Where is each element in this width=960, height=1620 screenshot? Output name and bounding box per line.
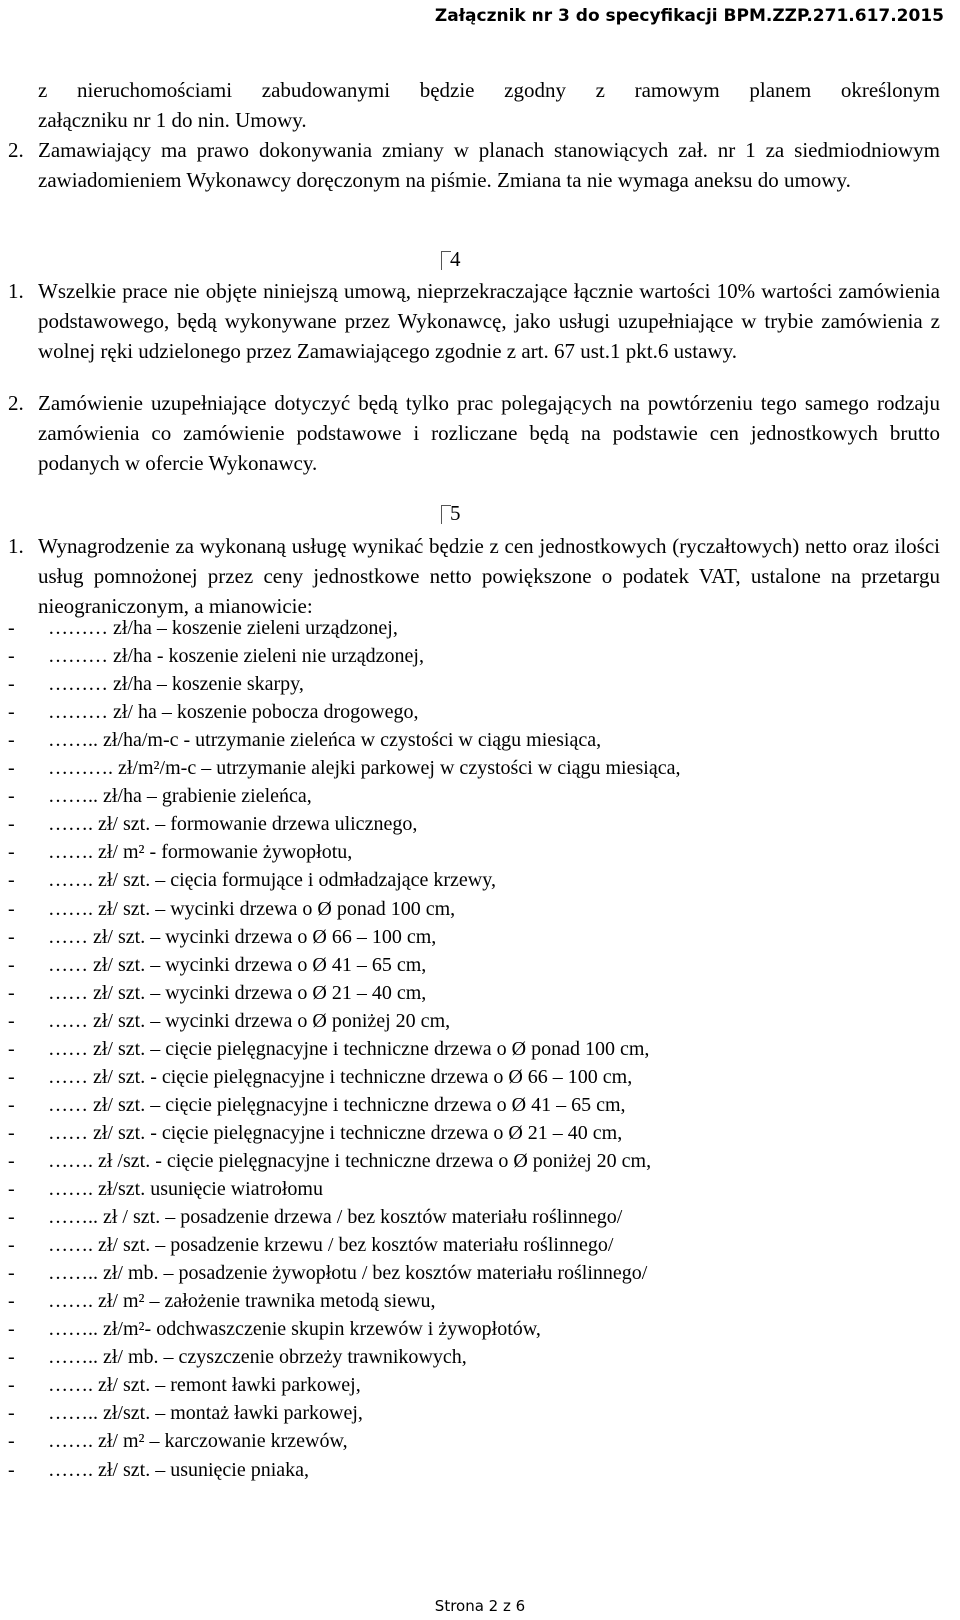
list-item-text: ………. zł/m²/m-c – utrzymanie alejki parkowej w czystości w ciągu miesiąca, — [48, 757, 681, 780]
list-bullet: - — [8, 1346, 15, 1369]
list-bullet: - — [8, 757, 15, 780]
intro-line-2: załączniku nr 1 do nin. Umowy. — [38, 108, 307, 132]
paragraph-number: 1. — [8, 534, 24, 558]
list-bullet: - — [8, 645, 15, 668]
paragraph-number: 1. — [8, 279, 24, 303]
list-item-text: …….. zł/ mb. – posadzenie żywopłotu / bez kosztów materiału roślinnego/ — [48, 1262, 648, 1285]
list-item-text: ……. zł/ m² - formowanie żywopłotu, — [48, 841, 353, 864]
list-bullet: - — [8, 1374, 15, 1397]
list-item-text: ……… zł/ha – koszenie skarpy, — [48, 673, 304, 696]
list-bullet: - — [8, 729, 15, 752]
list-bullet: - — [8, 1458, 15, 1481]
paragraph-text: Wszelkie prace nie objęte niniejszą umową, nieprzekraczające łącznie wartości 10% wartości zamówienia podstawowego, będą wykonywane przez Wykonawcę, jako usługi uzupełniające w trybie zamówienia z wolnej ręki udzielonego przez Zamawiającego zgodnie z art. 67 ust.1 pkt.6 ustawy. — [38, 279, 940, 363]
list-bullet: - — [8, 981, 15, 1004]
list-bullet: - — [8, 1290, 15, 1313]
list-item-text: …….. zł/ha/m-c - utrzymanie zieleńca w czystości w ciągu miesiąca, — [48, 729, 602, 752]
list-bullet: - — [8, 1121, 15, 1144]
list-item-text: ……. zł/ szt. – usunięcie pniaka, — [48, 1458, 310, 1481]
list-bullet: - — [8, 813, 15, 836]
list-bullet: - — [8, 1402, 15, 1425]
list-item-text: …… zł/ szt. – wycinki drzewa o Ø 41 – 65 cm, — [48, 953, 427, 976]
list-bullet: - — [8, 1262, 15, 1285]
list-bullet: - — [8, 1037, 15, 1060]
list-bullet: - — [8, 953, 15, 976]
list-item-text: …… zł/ szt. – cięcie pielęgnacyjne i techniczne drzewa o Ø 41 – 65 cm, — [48, 1093, 626, 1116]
list-item-text: ……… zł/ha - koszenie zieleni nie urządzonej, — [48, 645, 424, 668]
list-item-text: ……. zł/szt. usunięcie wiatrołomu — [48, 1178, 323, 1200]
intro-line-1: z nieruchomościami zabudowanymi będzie zgodny z ramowym planem określonym — [38, 78, 940, 102]
list-bullet: - — [8, 673, 15, 696]
list-bullet: - — [8, 701, 15, 724]
list-bullet: - — [8, 1318, 15, 1341]
list-item-text: …….. zł/ mb. – czyszczenie obrzeży trawnikowych, — [48, 1346, 467, 1369]
list-item-text: ……. zł/ szt. – remont ławki parkowej, — [48, 1374, 361, 1397]
list-item-text: ……. zł/ szt. – formowanie drzewa ulicznego, — [48, 813, 418, 836]
paragraph-text: Zamówienie uzupełniające dotyczyć będą tylko prac polegających na powtórzeniu tego samego rodzaju zamówienia co zamówienie podstawowe i rozliczane będą na podstawie cen jednostkowych brutto podanych w ofercie Wykonawcy. — [38, 391, 940, 475]
document-header: Załącznik nr 3 do specyfikacji BPM.ZZP.271.617.2015 — [434, 6, 944, 26]
intro-paragraph — [38, 75, 940, 135]
list-item-text: …….. zł/ha – grabienie zieleńca, — [48, 785, 312, 808]
list-bullet: - — [8, 1206, 15, 1229]
list-item-text: ……. zł/ szt. – posadzenie krzewu / bez kosztów materiału roślinnego/ — [48, 1234, 614, 1257]
list-item-text: ……. zł/ szt. – wycinki drzewa o Ø ponad 100 cm, — [48, 897, 456, 920]
list-bullet: - — [8, 1178, 15, 1200]
list-bullet: - — [8, 841, 15, 864]
section-heading-5: 5 — [450, 501, 461, 526]
list-bullet: - — [8, 897, 15, 920]
list-bullet: - — [8, 785, 15, 808]
list-item-text: …….. zł / szt. – posadzenie drzewa / bez kosztów materiału roślinnego/ — [48, 1206, 623, 1229]
list-item-text: …… zł/ szt. – wycinki drzewa o Ø 21 – 40 cm, — [48, 981, 427, 1004]
section-heading-4: 4 — [450, 247, 461, 272]
list-item-text: …… zł/ szt. - cięcie pielęgnacyjne i techniczne drzewa o Ø 21 – 40 cm, — [48, 1121, 623, 1144]
list-bullet: - — [8, 1093, 15, 1116]
paragraph-text: Zamawiający ma prawo dokonywania zmiany w planach stanowiących zał. nr 1 za siedmiodniowym zawiadomieniem Wykonawcy doręczonym na piśmie. Zmiana ta nie wymaga aneksu do umowy. — [38, 138, 940, 192]
page-number: Strona 2 z 6 — [434, 1597, 526, 1615]
list-item-text: ……. zł/ szt. – cięcia formujące i odmładzające krzewy, — [48, 869, 496, 892]
paragraph-text: Wynagrodzenie za wykonaną usługę wynikać będzie z cen jednostkowych (ryczałtowych) netto oraz ilości usług pomnożonej przez ceny jednostkowe netto powiększone o podatek VAT, ustalone na przetargu nieograniczonym, a mianowicie: — [38, 534, 940, 618]
list-item-text: …… zł/ szt. – cięcie pielęgnacyjne i techniczne drzewa o Ø ponad 100 cm, — [48, 1037, 650, 1060]
paragraph-number: 2. — [8, 391, 24, 415]
paragraph-number: 2. — [8, 138, 24, 162]
list-bullet: - — [8, 617, 15, 639]
list-bullet: - — [8, 1065, 15, 1088]
section-sign-icon — [441, 505, 451, 524]
list-item-text: …… zł/ szt. – wycinki drzewa o Ø poniżej 20 cm, — [48, 1009, 451, 1032]
list-item-text: …….. zł/szt. – montaż ławki parkowej, — [48, 1402, 363, 1425]
list-item-text: ……… zł/ha – koszenie zieleni urządzonej, — [48, 617, 398, 639]
list-item-text: ……… zł/ ha – koszenie pobocza drogowego, — [48, 701, 419, 724]
list-bullet: - — [8, 1149, 15, 1172]
list-item-text: ……. zł/ m² – karczowanie krzewów, — [48, 1430, 348, 1453]
list-bullet: - — [8, 925, 15, 948]
list-bullet: - — [8, 1430, 15, 1453]
list-bullet: - — [8, 1234, 15, 1257]
list-item-text: ……. zł /szt. - cięcie pielęgnacyjne i techniczne drzewa o Ø poniżej 20 cm, — [48, 1149, 652, 1172]
list-item-text: …….. zł/m²- odchwaszczenie skupin krzewów i żywopłotów, — [48, 1318, 541, 1341]
list-bullet: - — [8, 869, 15, 892]
list-item-text: …… zł/ szt. – wycinki drzewa o Ø 66 – 100 cm, — [48, 925, 437, 948]
list-bullet: - — [8, 1009, 15, 1032]
list-item-text: …… zł/ szt. - cięcie pielęgnacyjne i techniczne drzewa o Ø 66 – 100 cm, — [48, 1065, 633, 1088]
section-sign-icon — [441, 251, 451, 270]
list-item-text: ……. zł/ m² – założenie trawnika metodą siewu, — [48, 1290, 436, 1313]
